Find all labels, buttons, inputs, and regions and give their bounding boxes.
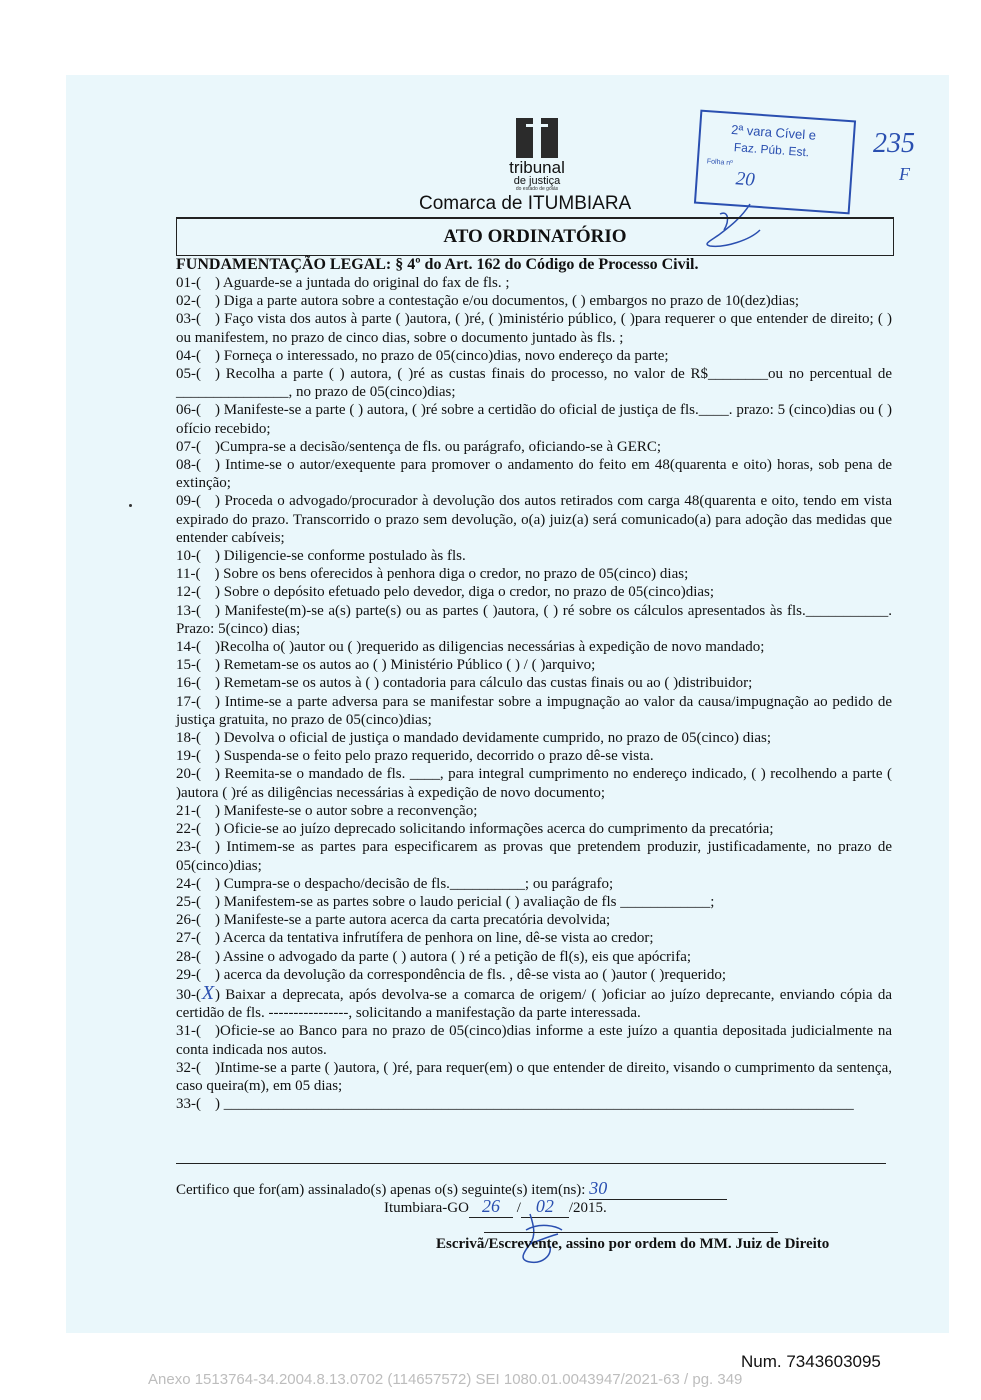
item-row xyxy=(176,1022,892,1058)
item-number: 26-( xyxy=(176,912,201,929)
item-text: ) Suspenda-se o feito pelo prazo requerido, decorrido o prazo dê-se vista. xyxy=(215,748,654,765)
item-number: 09-( xyxy=(176,493,201,510)
item-number: 20-( xyxy=(176,766,201,783)
item-row xyxy=(176,893,892,911)
document-title: ATO ORDINATÓRIO xyxy=(443,226,627,247)
handwritten-page-suffix: F xyxy=(899,164,910,184)
item-checkmark[interactable]: X xyxy=(201,981,215,1004)
item-row xyxy=(176,948,892,966)
item-text: )Oficie-se ao Banco para no prazo de 05(cinco)dias informe a este juízo a quantia depositada judicialmente na conta indicada nos autos. xyxy=(176,1023,892,1058)
item-text: ) Proceda o advogado/procurador à devolução dos autos retirados com carga 48(quarenta e oito, tendo em vista expirado do prazo. Transcorrido o prazo sem devolução, o(a) juiz(a) será comunicado(a) para adoção das medidas que entender cabíveis; xyxy=(176,493,892,546)
item-number: 06-( xyxy=(176,402,201,419)
item-number: 21-( xyxy=(176,802,201,819)
item-text: ) Diligencie-se conforme postulado às fls. xyxy=(215,548,466,565)
item-number: 33-( xyxy=(176,1096,201,1113)
item-number: 19-( xyxy=(176,748,201,765)
item-row xyxy=(176,347,892,365)
item-text: ) Manifeste-se a parte autora acerca da carta precatória devolvida; xyxy=(215,912,611,929)
title-box xyxy=(176,217,894,256)
item-row xyxy=(176,981,892,1022)
item-row xyxy=(176,401,892,437)
clerk-signature xyxy=(500,1200,580,1270)
item-row xyxy=(176,1095,892,1113)
blank-line xyxy=(176,1163,886,1164)
item-text: ) Manifeste(m)-se a(s) parte(s) ou as partes ( )autora, ( ) ré sobre os cálculos apresentados às fls.___________. Prazo: 5(cinco) dias; xyxy=(176,602,892,637)
item-number: 32-( xyxy=(176,1059,201,1076)
item-number: 12-( xyxy=(176,584,201,601)
item-number: 18-( xyxy=(176,730,201,747)
item-number: 03-( xyxy=(176,311,201,328)
item-row xyxy=(176,456,892,492)
item-row xyxy=(176,492,892,547)
item-row xyxy=(176,765,892,801)
item-row xyxy=(176,1059,892,1095)
city: Itumbiara-GO xyxy=(384,1200,469,1216)
item-text: )Recolha o( )autor ou ( )requerido as diligencias necessárias à expedição de novo mandado; xyxy=(215,639,765,656)
item-number: 04-( xyxy=(176,347,201,364)
item-row xyxy=(176,292,892,310)
item-row xyxy=(176,565,892,583)
logo-line3: do estado de goiás xyxy=(515,186,559,192)
item-text: ) acerca da devolução da correspondência de fls. , dê-se vista ao ( )autor ( )requerido; xyxy=(215,966,727,983)
item-row xyxy=(176,929,892,947)
item-text: )Intime-se a parte ( )autora, ( )ré, para requer(em) o que entender de direito, visando o cumprimento da sentença, caso queira(m), em 05 dias; xyxy=(176,1059,892,1094)
item-number: 23-( xyxy=(176,839,201,856)
item-text: ) Manifestem-se as partes sobre o laudo pericial ( ) avaliação de fls ____________; xyxy=(215,893,715,910)
item-row xyxy=(176,693,892,729)
item-text: ) Oficie-se ao juízo deprecado solicitando informações acerca do cumprimento da precatória; xyxy=(215,821,774,838)
item-text: ) Baixar a deprecata, após devolva-se a comarca de origem/ ( )oficiar ao juízo deprecante, enviando cópia da certidão de fls. ----------------, solicitando a manifestação da parte interessada. xyxy=(176,986,892,1022)
item-row xyxy=(176,365,892,401)
certified-items-field xyxy=(589,1178,727,1200)
item-row xyxy=(176,838,892,874)
stamp-folha: 20 xyxy=(734,168,756,191)
item-text: ) Intime-se a parte adversa para se manifestar sobre a impugnação ao valor da causa/impugnação ao pedido de justiça gratuita, no prazo de 05(cinco)dias; xyxy=(176,693,892,728)
item-row xyxy=(176,274,892,292)
item-number: 11-( xyxy=(176,566,201,583)
item-number: 22-( xyxy=(176,821,201,838)
signature-line xyxy=(484,1232,778,1233)
item-row xyxy=(176,802,892,820)
item-number: 27-( xyxy=(176,930,201,947)
item-number: 16-( xyxy=(176,675,201,692)
item-text: ) Manifeste-se o autor sobre a reconvenção; xyxy=(215,802,478,819)
item-text: ) Reemita-se o mandado de fls. ____, para integral cumprimento no endereço indicado, ( ) recolhendo a parte ( )autora ( )ré as diligências necessárias à expedição de novo documento; xyxy=(176,766,892,801)
item-text: ) Sobre o depósito efetuado pelo devedor, diga o credor, no prazo de 05(cinco)dias; xyxy=(215,584,715,601)
logo-line1: tribunal xyxy=(509,158,565,177)
item-number: 30-( xyxy=(176,986,201,1003)
certified-item: 30 xyxy=(589,1178,608,1198)
item-number: 29-( xyxy=(176,966,201,983)
item-number: 28-( xyxy=(176,948,201,965)
year: /2015. xyxy=(568,1200,607,1216)
item-number: 24-( xyxy=(176,875,201,892)
document-number: Num. 7343603095 xyxy=(741,1352,881,1371)
item-text: ) Aguarde-se a juntada do original do fax de fls. ; xyxy=(215,275,510,291)
stamp-line1: 2ª vara Cível e xyxy=(730,121,817,143)
item-row xyxy=(176,583,892,601)
logo-mark-icon xyxy=(516,118,558,158)
item-number: 17-( xyxy=(176,693,201,710)
comarca-title: Comarca de ITUMBIARA xyxy=(419,193,632,214)
item-text: )Cumpra-se a decisão/sentença de fls. ou parágrafo, oficiando-se à GERC; xyxy=(215,438,662,455)
item-number: 15-( xyxy=(176,657,201,674)
item-row xyxy=(176,547,892,565)
item-list xyxy=(176,274,892,1113)
item-row xyxy=(176,966,892,984)
item-number: 10-( xyxy=(176,548,201,565)
clerk-caption: Escrivã/Escrevente, assino por ordem do MM. Juiz de Direito xyxy=(436,1236,830,1252)
item-text: ) Intimem-se as partes para especificarem as provas que pretendem produzir, justificadamente, no prazo de 05(cinco)dias; xyxy=(176,839,892,874)
item-number: 05-( xyxy=(176,366,201,383)
item-text: ) Diga a parte autora sobre a contestação e/ou documentos, ( ) embargos no prazo de 10(dez)dias; xyxy=(215,293,800,310)
item-text: ) Remetam-se os autos ao ( ) Ministério Público ( ) / ( )arquivo; xyxy=(215,657,596,674)
item-row xyxy=(176,310,892,346)
item-text: ) Faço vista dos autos à parte ( )autora, ( )ré, ( )ministério público, ( )para requerer o que entender de direito; ( ) ou manifestem, no prazo de cinco dias, sobre o documento juntado às fls. ; xyxy=(176,311,892,346)
item-text: ) Devolva o oficial de justiça o mandado devidamente cumprido, no prazo de 05(cinco) dias; xyxy=(215,730,772,747)
item-text: ) Acerca da tentativa infrutífera de penhora on line, dê-se vista ao credor; xyxy=(215,930,654,947)
item-number: 13-( xyxy=(176,602,201,619)
item-row xyxy=(176,875,892,893)
item-row xyxy=(176,438,892,456)
logo-line2: de justiça xyxy=(513,175,561,187)
item-text: ) Recolha a parte ( ) autora, ( )ré as custas finais do processo, no valor de R$________ou no percentual de _______________, no prazo de 05(cinco)dias; xyxy=(176,366,892,401)
item-number: 01-( xyxy=(176,275,201,291)
item-text: ) Cumpra-se o despacho/decisão de fls.__________; ou parágrafo; xyxy=(215,875,614,892)
item-number: 08-( xyxy=(176,457,201,474)
item-number: 25-( xyxy=(176,893,201,910)
item-text: ) Forneça o interessado, no prazo de 05(cinco)dias, novo endereço da parte; xyxy=(215,347,669,364)
item-row xyxy=(176,820,892,838)
item-number: 07-( xyxy=(176,438,201,455)
month: 02 xyxy=(535,1196,554,1216)
item-row xyxy=(176,638,892,656)
item-text: ) Manifeste-se a parte ( ) autora, ( )ré sobre a certidão do oficial de justiça de fls.____. prazo: 5 (cinco)dias ou ( ) ofício recebido; xyxy=(176,402,892,437)
item-row xyxy=(176,729,892,747)
item-text: ) Sobre os bens oferecidos à penhora diga o credor, no prazo de 05(cinco) dias; xyxy=(214,566,689,583)
court-logo xyxy=(497,118,577,192)
item-row xyxy=(176,674,892,692)
speck xyxy=(129,504,132,507)
certification-text: Certifico que for(am) assinalado(s) apenas o(s) seguinte(s) item(ns): xyxy=(176,1182,586,1198)
item-number: 02-( xyxy=(176,293,201,310)
footer-annex: Anexo 1513764-34.2004.8.13.0702 (114657572) SEI 1080.01.0043947/2021-63 / pg. 349 xyxy=(148,1371,743,1388)
item-row xyxy=(176,656,892,674)
legal-basis: FUNDAMENTAÇÃO LEGAL: § 4º do Art. 162 do Código de Processo Civil. xyxy=(176,256,699,273)
item-text: ) ____________________________________________________________________________________ xyxy=(215,1096,854,1113)
handwritten-page-number: 235 xyxy=(873,128,915,159)
stamp-line3: Folha nº xyxy=(706,158,733,168)
stamp-line2: Faz. Púb. Est. xyxy=(733,140,810,160)
item-number: 14-( xyxy=(176,639,201,656)
place-date: Itumbiara-GO 26 / 02 /2015. xyxy=(384,1196,607,1216)
folha-stamp xyxy=(694,110,856,215)
item-row xyxy=(176,911,892,929)
item-row xyxy=(176,747,892,765)
item-text: ) Remetam-se os autos à ( ) contadoria para cálculo das custas finais ou ao ( )distribuidor; xyxy=(215,675,753,692)
day: 26 xyxy=(481,1196,500,1216)
item-text: ) Assine o advogado da parte ( ) autora ( ) ré a petição de fl(s), eis que apócrifa; xyxy=(215,948,692,965)
item-text: ) Intime-se o autor/exequente para promover o andamento do feito em 48(quarenta e oito) horas, sob pena de extinção; xyxy=(176,457,892,492)
item-row xyxy=(176,602,892,638)
item-number: 31-( xyxy=(176,1023,201,1040)
